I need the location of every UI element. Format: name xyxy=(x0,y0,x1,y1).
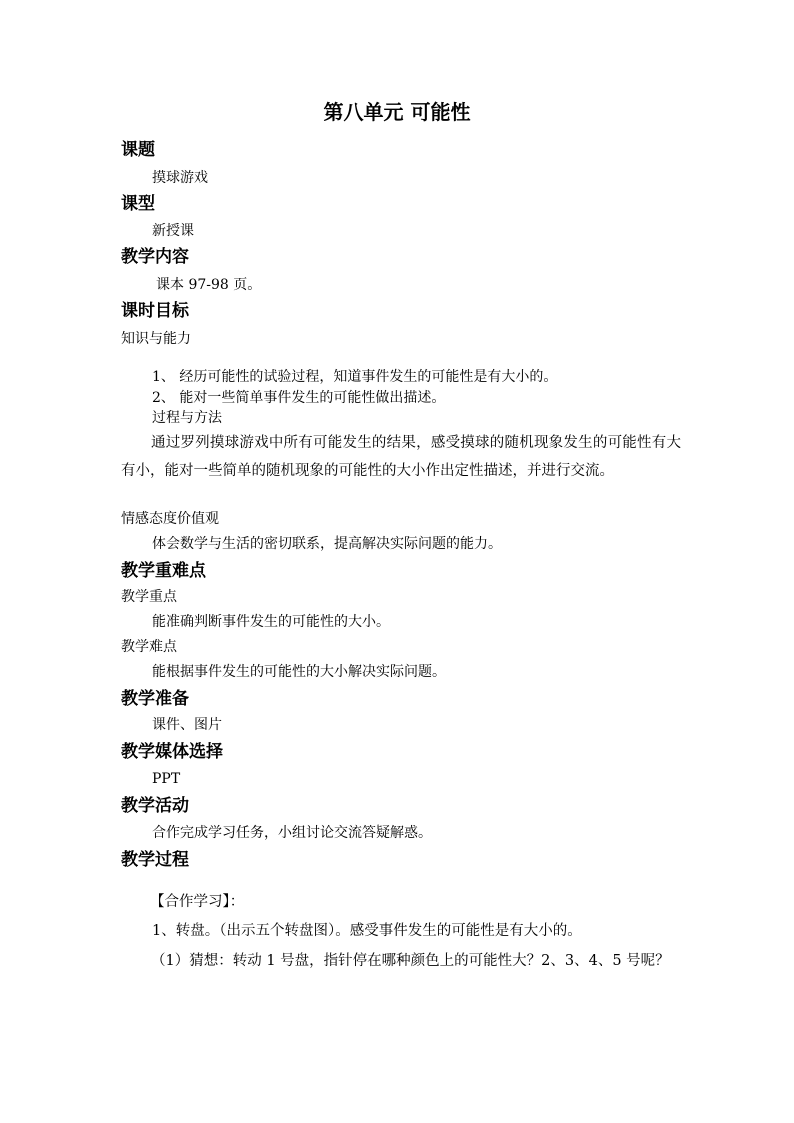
process-method-label: 过程与方法 xyxy=(152,410,222,426)
attitude-content: 体会数学与生活的密切联系，提高解决实际问题的能力。 xyxy=(152,536,502,552)
section-heading-keypoints: 教学重难点 xyxy=(121,561,206,581)
activity-content: 合作完成学习任务，小组讨论交流答疑解惑。 xyxy=(152,825,432,841)
focus-label: 教学重点 xyxy=(121,589,177,605)
type-content: 新授课 xyxy=(152,223,194,239)
section-heading-media: 教学媒体选择 xyxy=(121,742,223,762)
cooperative-learning-label: 【合作学习】： xyxy=(150,894,245,910)
difficulty-content: 能根据事件发生的可能性的大小解决实际问题。 xyxy=(152,664,446,680)
attitude-label: 情感态度价值观 xyxy=(121,511,219,527)
section-heading-activity: 教学活动 xyxy=(121,796,189,816)
objective-item-1: 1、 经历可能性的试验过程，知道事件发生的可能性是有大小的。 xyxy=(152,369,558,385)
preparation-content: 课件、图片 xyxy=(152,717,222,733)
section-heading-type: 课型 xyxy=(121,194,155,214)
objective-item-2: 2、 能对一些简单事件发生的可能性做出描述。 xyxy=(152,390,446,406)
media-content: PPT xyxy=(152,771,181,787)
section-heading-process: 教学过程 xyxy=(121,850,189,870)
section-heading-objectives: 课时目标 xyxy=(121,301,189,321)
difficulty-label: 教学难点 xyxy=(121,639,177,655)
process-step-1-sub: （1）猜想：转动 1 号盘，指针停在哪种颜色上的可能性大？2、3、4、5 号呢？ xyxy=(151,953,670,969)
content-text: 课本 97-98 页。 xyxy=(156,277,262,293)
section-heading-preparation: 教学准备 xyxy=(121,689,189,709)
process-method-paragraph: 通过罗列摸球游戏中所有可能发生的结果，感受摸球的随机现象发生的可能性有大有小，能对一些简单的随机现象的可能性的大小作出定性描述，并进行交流。 xyxy=(121,435,681,479)
section-heading-topic: 课题 xyxy=(121,140,155,160)
page-title: 第八单元 可能性 xyxy=(323,100,471,124)
focus-content: 能准确判断事件发生的可能性的大小。 xyxy=(152,614,390,630)
process-step-1: 1、转盘。（出示五个转盘图）。感受事件发生的可能性是有大小的。 xyxy=(152,923,582,939)
topic-content: 摸球游戏 xyxy=(152,170,208,186)
knowledge-label: 知识与能力 xyxy=(121,331,191,347)
section-heading-content: 教学内容 xyxy=(121,247,189,267)
